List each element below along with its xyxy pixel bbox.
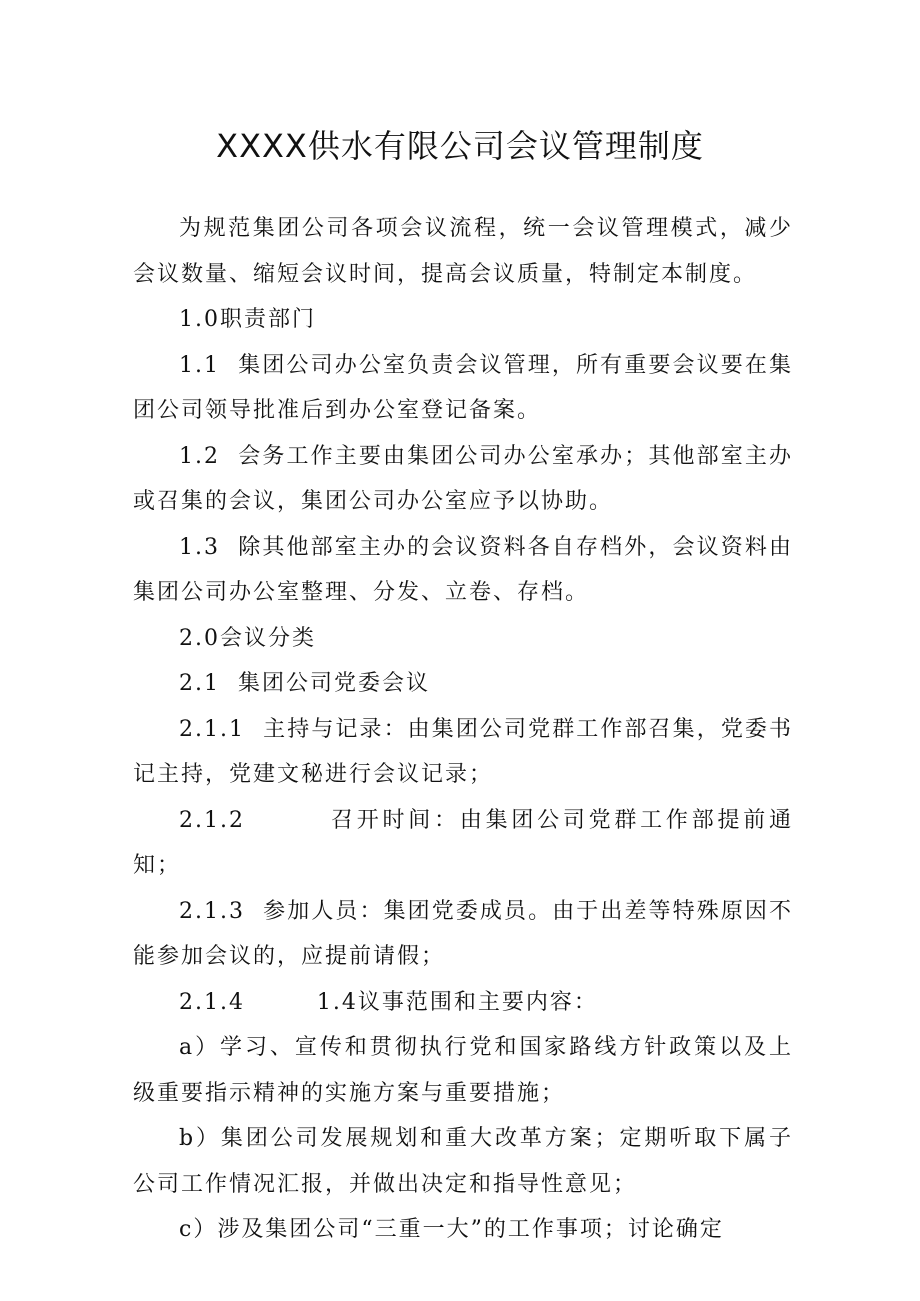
paragraph-2-1-4: 2.1.4 1.4议事范围和主要内容： [179,989,598,1015]
paragraph-2-1-2: 2.1.2 召开时间：由集团公司党群工作部提前通知； [133,807,793,878]
list-item-a: a）学习、宣传和贯彻执行党和国家路线方针政策以及上级重要指示精神的实施方案与重要措施； [133,1035,793,1106]
section-heading-2-0: 2.0会议分类 [179,625,316,651]
section-heading-2-1: 2.1 集团公司党委会议 [179,671,430,696]
section-heading-1-0: 1.0职责部门 [179,307,316,332]
paragraph-1-2: 1.2 会务工作主要由集团公司办公室承办；其他部室主办或召集的会议，集团公司办公室应予以协助。 [133,443,793,514]
list-item-c: c）涉及集团公司“三重一大”的工作事项；讨论确定 [179,1217,724,1242]
paragraph-2-1-3: 2.1.3 参加人员：集团党委成员。由于出差等特殊原因不能参加会议的，应提前请假； [133,898,793,969]
paragraph-2-1-1: 2.1.1 主持与记录：由集团公司党群工作部召集，党委书记主持，党建文秘进行会议记录； [133,716,793,787]
paragraph-1-3: 1.3 除其他部室主办的会议资料各自存档外，会议资料由集团公司办公室整理、分发、立卷、存档。 [133,534,793,605]
paragraph-intro: 为规范集团公司各项会议流程，统一会议管理模式，减少会议数量、缩短会议时间，提高会议质量，特制定本制度。 [133,216,793,287]
list-item-b: b）集团公司发展规划和重大改革方案；定期听取下属子公司工作情况汇报，并做出决定和指导性意见； [133,1126,793,1197]
paragraph-1-1: 1.1 集团公司办公室负责会议管理，所有重要会议要在集团公司领导批准后到办公室登记备案。 [133,352,793,423]
document-title: XXXX供水有限公司会议管理制度 [216,127,704,165]
document-body [133,206,793,1253]
